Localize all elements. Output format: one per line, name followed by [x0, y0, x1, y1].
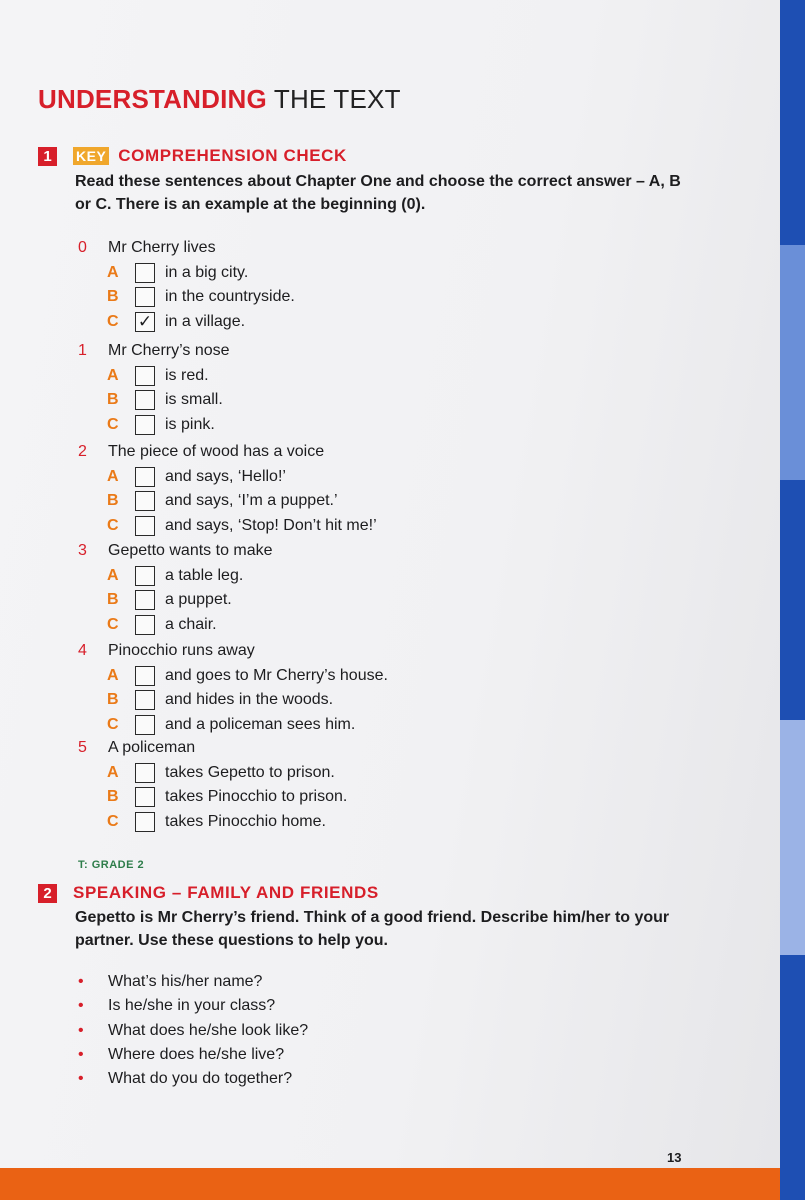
title-bold: UNDERSTANDING [38, 84, 267, 114]
answer-option [107, 389, 223, 411]
bullet-dot: • [78, 1070, 84, 1088]
answer-checkbox[interactable] [135, 615, 155, 635]
option-text: in a village. [165, 312, 246, 330]
answer-checkbox[interactable] [135, 287, 155, 307]
answer-checkbox[interactable] [135, 566, 155, 586]
option-letter: A [107, 366, 119, 384]
section-heading: SPEAKING – FAMILY AND FRIENDS [73, 883, 379, 902]
option-text: a chair. [165, 615, 217, 633]
answer-option [107, 490, 338, 512]
section2-header [38, 882, 379, 904]
question-number: 3 [78, 542, 87, 559]
bullet-text: Is he/she in your class? [108, 997, 276, 1015]
answer-option [107, 689, 333, 711]
answer-option [107, 714, 355, 736]
answer-checkbox[interactable] [135, 263, 155, 283]
option-letter: C [107, 415, 119, 433]
option-text: and says, ‘I’m a puppet.’ [165, 492, 338, 509]
option-text: in a big city. [165, 263, 249, 281]
answer-option [107, 589, 232, 611]
bullet-dot: • [78, 1021, 84, 1039]
answer-checkbox[interactable] [135, 690, 155, 710]
question-text: Pinocchio runs away [108, 642, 255, 659]
question-text: The piece of wood has a voice [108, 443, 325, 460]
answer-option [107, 414, 215, 436]
question-number: 2 [78, 443, 87, 460]
answer-checkbox[interactable] [135, 666, 155, 686]
question-number: 4 [78, 642, 87, 659]
option-text: in the countryside. [165, 288, 295, 305]
question-number: 0 [78, 239, 87, 256]
option-text: takes Pinocchio home. [165, 812, 326, 830]
question-text: Mr Cherry lives [108, 239, 216, 256]
bullet-text: What’s his/her name? [108, 973, 263, 990]
option-text: a table leg. [165, 566, 244, 584]
section-number-badge: 1 [38, 147, 57, 166]
answer-option [107, 786, 347, 808]
option-letter: A [107, 263, 119, 281]
question-text: Gepetto wants to make [108, 542, 273, 559]
option-letter: B [107, 391, 119, 408]
answer-checkbox[interactable]: ✓ [135, 312, 155, 332]
answer-option [107, 365, 209, 387]
answer-checkbox[interactable] [135, 491, 155, 511]
option-letter: A [107, 763, 119, 781]
section2-instructions: Gepetto is Mr Cherry’s friend. Think of a good friend. Describe him/her to your partner. Use these questions to help you. [75, 909, 670, 949]
bullet-dot: • [78, 973, 84, 990]
page-title [38, 84, 401, 115]
option-text: is red. [165, 366, 209, 384]
bullet-item [78, 1068, 292, 1090]
bullet-text: Where does he/she live? [108, 1045, 285, 1063]
option-letter: A [107, 467, 119, 485]
answer-checkbox[interactable] [135, 715, 155, 735]
bullet-text: What do you do together? [108, 1070, 293, 1088]
option-text: takes Pinocchio to prison. [165, 788, 348, 805]
strip-pale-segment [780, 720, 805, 955]
section-heading: COMPREHENSION CHECK [118, 146, 347, 165]
bullet-text: What does he/she look like? [108, 1021, 309, 1039]
question-stem [78, 737, 195, 759]
option-letter: B [107, 691, 119, 708]
answer-checkbox[interactable] [135, 763, 155, 783]
answer-option [107, 811, 326, 833]
answer-checkbox[interactable] [135, 812, 155, 832]
answer-option [107, 262, 248, 284]
answer-checkbox[interactable] [135, 516, 155, 536]
answer-option [107, 466, 286, 488]
option-text: and a policeman sees him. [165, 715, 356, 733]
section1-header [38, 145, 347, 167]
answer-checkbox[interactable] [135, 590, 155, 610]
answer-checkbox[interactable] [135, 415, 155, 435]
option-letter: B [107, 288, 119, 305]
bullet-item [78, 1044, 284, 1066]
page-edge-strip [780, 0, 805, 1200]
option-letter: C [107, 715, 119, 733]
answer-option [107, 665, 388, 687]
option-text: a puppet. [165, 591, 232, 608]
option-text: is small. [165, 391, 223, 408]
bullet-item [78, 995, 275, 1017]
bottom-orange-bar [0, 1168, 780, 1200]
option-text: and says, ‘Hello!’ [165, 467, 286, 485]
answer-option [107, 515, 377, 537]
option-text: takes Gepetto to prison. [165, 763, 335, 781]
answer-option [107, 286, 295, 308]
question-text: A policeman [108, 739, 196, 756]
option-text: and hides in the woods. [165, 691, 334, 708]
answer-checkbox[interactable] [135, 467, 155, 487]
option-letter: C [107, 516, 119, 534]
strip-light-segment [780, 245, 805, 480]
question-stem [78, 441, 324, 463]
option-letter: C [107, 812, 119, 830]
option-letter: B [107, 788, 119, 805]
question-stem [78, 540, 273, 562]
question-stem [78, 237, 216, 259]
answer-option [107, 614, 217, 636]
question-stem [78, 340, 230, 362]
option-letter: C [107, 312, 119, 330]
answer-checkbox[interactable] [135, 366, 155, 386]
answer-option [107, 311, 245, 333]
page-number: 13 [667, 1150, 682, 1165]
option-letter: C [107, 615, 119, 633]
section-number-badge: 2 [38, 884, 57, 903]
title-rest: THE TEXT [266, 84, 401, 114]
option-letter: B [107, 591, 119, 608]
option-text: and says, ‘Stop! Don’t hit me!’ [165, 516, 377, 534]
option-letter: A [107, 566, 119, 584]
section1-instructions: Read these sentences about Chapter One and choose the correct answer – A, B or C. There is an example at the beginning (0). [75, 173, 681, 213]
bullet-dot: • [78, 1045, 84, 1063]
bullet-dot: • [78, 997, 84, 1015]
option-letter: A [107, 666, 119, 684]
answer-checkbox[interactable] [135, 787, 155, 807]
question-stem [78, 640, 255, 662]
question-number: 5 [78, 739, 87, 756]
grade-label: T: GRADE 2 [78, 859, 145, 871]
answer-option [107, 762, 335, 784]
bullet-item [78, 1020, 308, 1042]
question-text: Mr Cherry’s nose [108, 342, 230, 359]
option-letter: B [107, 492, 119, 509]
answer-checkbox[interactable] [135, 390, 155, 410]
bullet-item [78, 971, 262, 993]
option-text: is pink. [165, 415, 215, 433]
option-text: and goes to Mr Cherry’s house. [165, 666, 388, 684]
key-badge: KEY [73, 147, 109, 165]
answer-option [107, 565, 243, 587]
question-number: 1 [78, 342, 87, 359]
